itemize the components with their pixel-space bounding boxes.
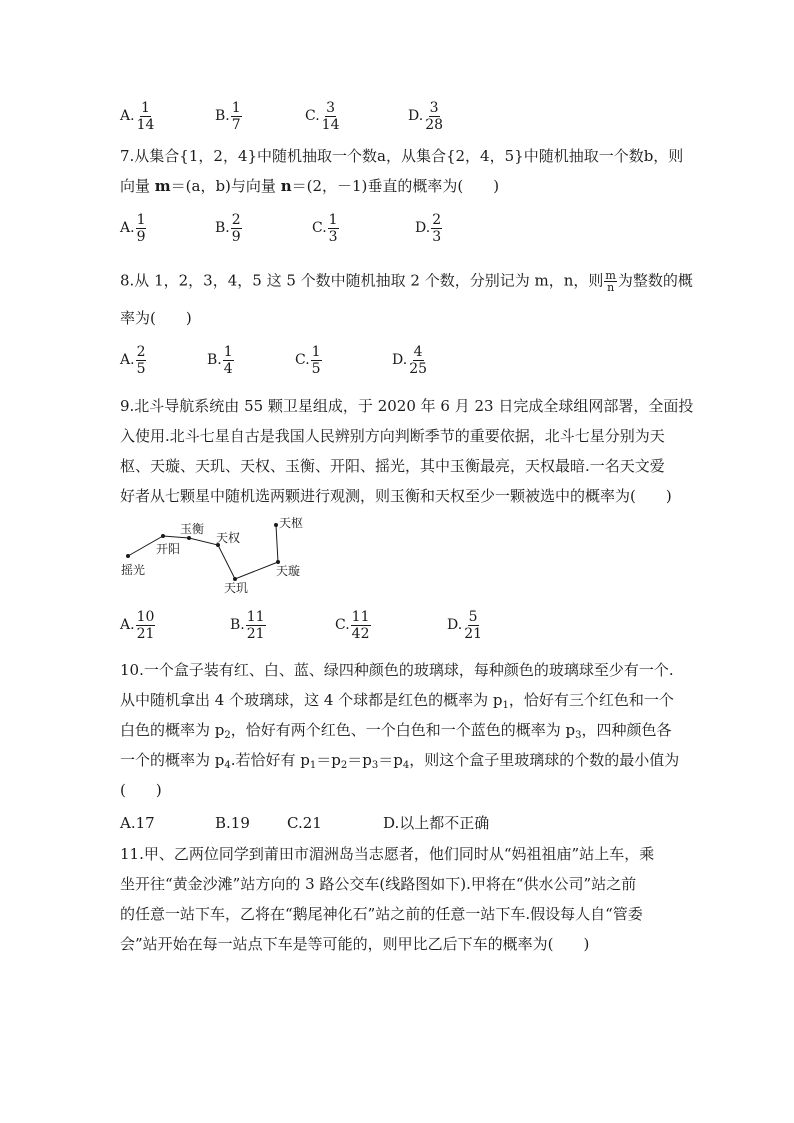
q7-option-b: B. $\frac{2}{9}$ xyxy=(215,211,241,245)
q10-stem-line5: ( ) xyxy=(120,781,162,799)
fraction: $\frac{11}{21}$ xyxy=(246,608,265,642)
q9-option-b: B. $\frac{11}{21}$ xyxy=(230,608,265,642)
fraction: $\frac{4}{25}$ xyxy=(409,343,428,377)
q8-option-b: B. $\frac{1}{4}$ xyxy=(207,343,233,377)
fraction: $\frac{10}{21}$ xyxy=(136,608,155,642)
q10-option-c: C.21 xyxy=(287,814,322,832)
q11-stem-line2: 坐开往“黄金沙滩”站方向的 3 路公交车(线路图如下).甲将在“供水公司”站之前 xyxy=(120,875,637,893)
q6-option-a: A. $\frac{1}{14}$ xyxy=(120,99,155,133)
fraction-m-over-n: $\frac{m}{n}$ xyxy=(605,269,616,294)
q11-stem-line1: 11.甲、乙两位同学到莆田市湄洲岛当志愿者，他们同时从“妈祖祖庙”站上车，乘 xyxy=(120,845,655,863)
fraction: $\frac{1}{7}$ xyxy=(231,99,241,133)
q7-option-c: C. $\frac{1}{3}$ xyxy=(312,211,338,245)
q8-option-a: A. $\frac{2}{5}$ xyxy=(120,343,146,377)
star-yuheng xyxy=(187,536,191,540)
label-kaiyang: 开阳 xyxy=(156,542,181,556)
q8-stem-line2: 率为( ) xyxy=(120,309,192,327)
q7-stem-line2: 向量 m＝(a，b)与向量 n＝(2，－1)垂直的概率为( ) xyxy=(120,177,500,195)
fraction: $\frac{3}{28}$ xyxy=(425,99,444,133)
q10-stem-line4: 一个的概率为 $p_4$.若恰好有 $p_1=p_2=p_3=p_4$，则这个盒子里玻璃球的个数的最小值为 xyxy=(120,751,680,771)
q9-stem-line1: 9.北斗导航系统由 55 颗卫星组成，于 2020 年 6 月 23 日完成全球组网部署，全面投 xyxy=(120,397,694,415)
q8-option-c: C. $\frac{1}{5}$ xyxy=(295,343,321,377)
q6-option-b: B. $\frac{1}{7}$ xyxy=(215,99,241,133)
q10-option-d: D.以上都不正确 xyxy=(383,814,490,832)
q9-stem-line2: 入使用.北斗七星自古是我国人民辨别方向判断季节的重要依据，北斗七星分别为天 xyxy=(120,427,665,445)
q10-stem-line3: 白色的概率为 $p_2$，恰好有两个红色、一个白色和一个蓝色的概率为 $p_3$，四种颜色各 xyxy=(120,721,672,741)
label-yaoguang: 摇光 xyxy=(121,563,146,577)
q9-option-a: A. $\frac{10}{21}$ xyxy=(120,608,155,642)
label-tianxuan: 天璇 xyxy=(276,564,301,578)
big-dipper-diagram xyxy=(115,512,335,598)
q6-option-d: D. $\frac{3}{28}$ xyxy=(408,99,444,133)
q9-stem-line3: 枢、天璇、天玑、天权、玉衡、开阳、摇光，其中玉衡最亮，天权最暗.一名天文爱 xyxy=(120,457,665,475)
label-tianshu: 天枢 xyxy=(279,516,304,530)
fraction: $\frac{2}{5}$ xyxy=(136,343,146,377)
star-tianshu xyxy=(274,523,278,527)
fraction: $\frac{3}{14}$ xyxy=(321,99,340,133)
fraction: $\frac{5}{21}$ xyxy=(464,608,483,642)
q10-stem-line2: 从中随机拿出 4 个玻璃球，这 4 个球都是红色的概率为 $p_1$，恰好有三个红色和一个 xyxy=(120,691,674,711)
star-kaiyang xyxy=(161,534,165,538)
q10-option-a: A.17 xyxy=(120,814,155,832)
fraction: $\frac{1}{5}$ xyxy=(311,343,321,377)
fraction: $\frac{2}{3}$ xyxy=(432,211,442,245)
fraction: $\frac{1}{14}$ xyxy=(136,99,155,133)
q11-stem-line3: 的任意一站下车，乙将在“鹅尾神化石”站之前的任意一站下车.假设每人自“管委 xyxy=(120,905,643,923)
q10-stem-line1: 10.一个盒子装有红、白、蓝、绿四种颜色的玻璃球，每种颜色的玻璃球至少有一个. xyxy=(120,661,674,679)
q8-option-d: D. $\frac{4}{25}$ xyxy=(392,343,428,377)
q8-stem-line1: 8.从 1，2，3，4，5 这 5 个数中随机抽取 2 个数，分别记为 m，n，则 $\frac{m}{n}$ 为整数的概 xyxy=(120,269,693,294)
q9-stem-line4: 好者从七颗星中随机选两颗进行观测，则玉衡和天权至少一颗被选中的概率为( ) xyxy=(120,487,672,505)
q9-option-d: D. $\frac{5}{21}$ xyxy=(447,608,483,642)
fraction: $\frac{1}{4}$ xyxy=(223,343,233,377)
star-yaoguang xyxy=(126,554,130,558)
fraction: $\frac{2}{9}$ xyxy=(231,211,241,245)
label-tianquan: 天权 xyxy=(216,531,241,545)
q6-option-c: C. $\frac{3}{14}$ xyxy=(305,99,340,133)
label-tianji: 天玑 xyxy=(224,581,249,595)
fraction: $\frac{1}{3}$ xyxy=(328,211,338,245)
q11-stem-line4: 会”站开始在每一站点下车是等可能的，则甲比乙后下车的概率为( ) xyxy=(120,935,590,953)
label-yuheng: 玉衡 xyxy=(180,522,205,536)
q7-option-d: D. $\frac{2}{3}$ xyxy=(415,211,442,245)
fraction: $\frac{11}{42}$ xyxy=(351,608,370,642)
q10-option-b: B.19 xyxy=(215,814,250,832)
q7-stem-line1: 7.从集合{1，2，4}中随机抽取一个数a，从集合{2，4，5}中随机抽取一个数b，则 xyxy=(120,147,684,165)
q9-option-c: C. $\frac{11}{42}$ xyxy=(335,608,370,642)
q7-option-a: A. $\frac{1}{9}$ xyxy=(120,211,146,245)
fraction: $\frac{1}{9}$ xyxy=(136,211,146,245)
